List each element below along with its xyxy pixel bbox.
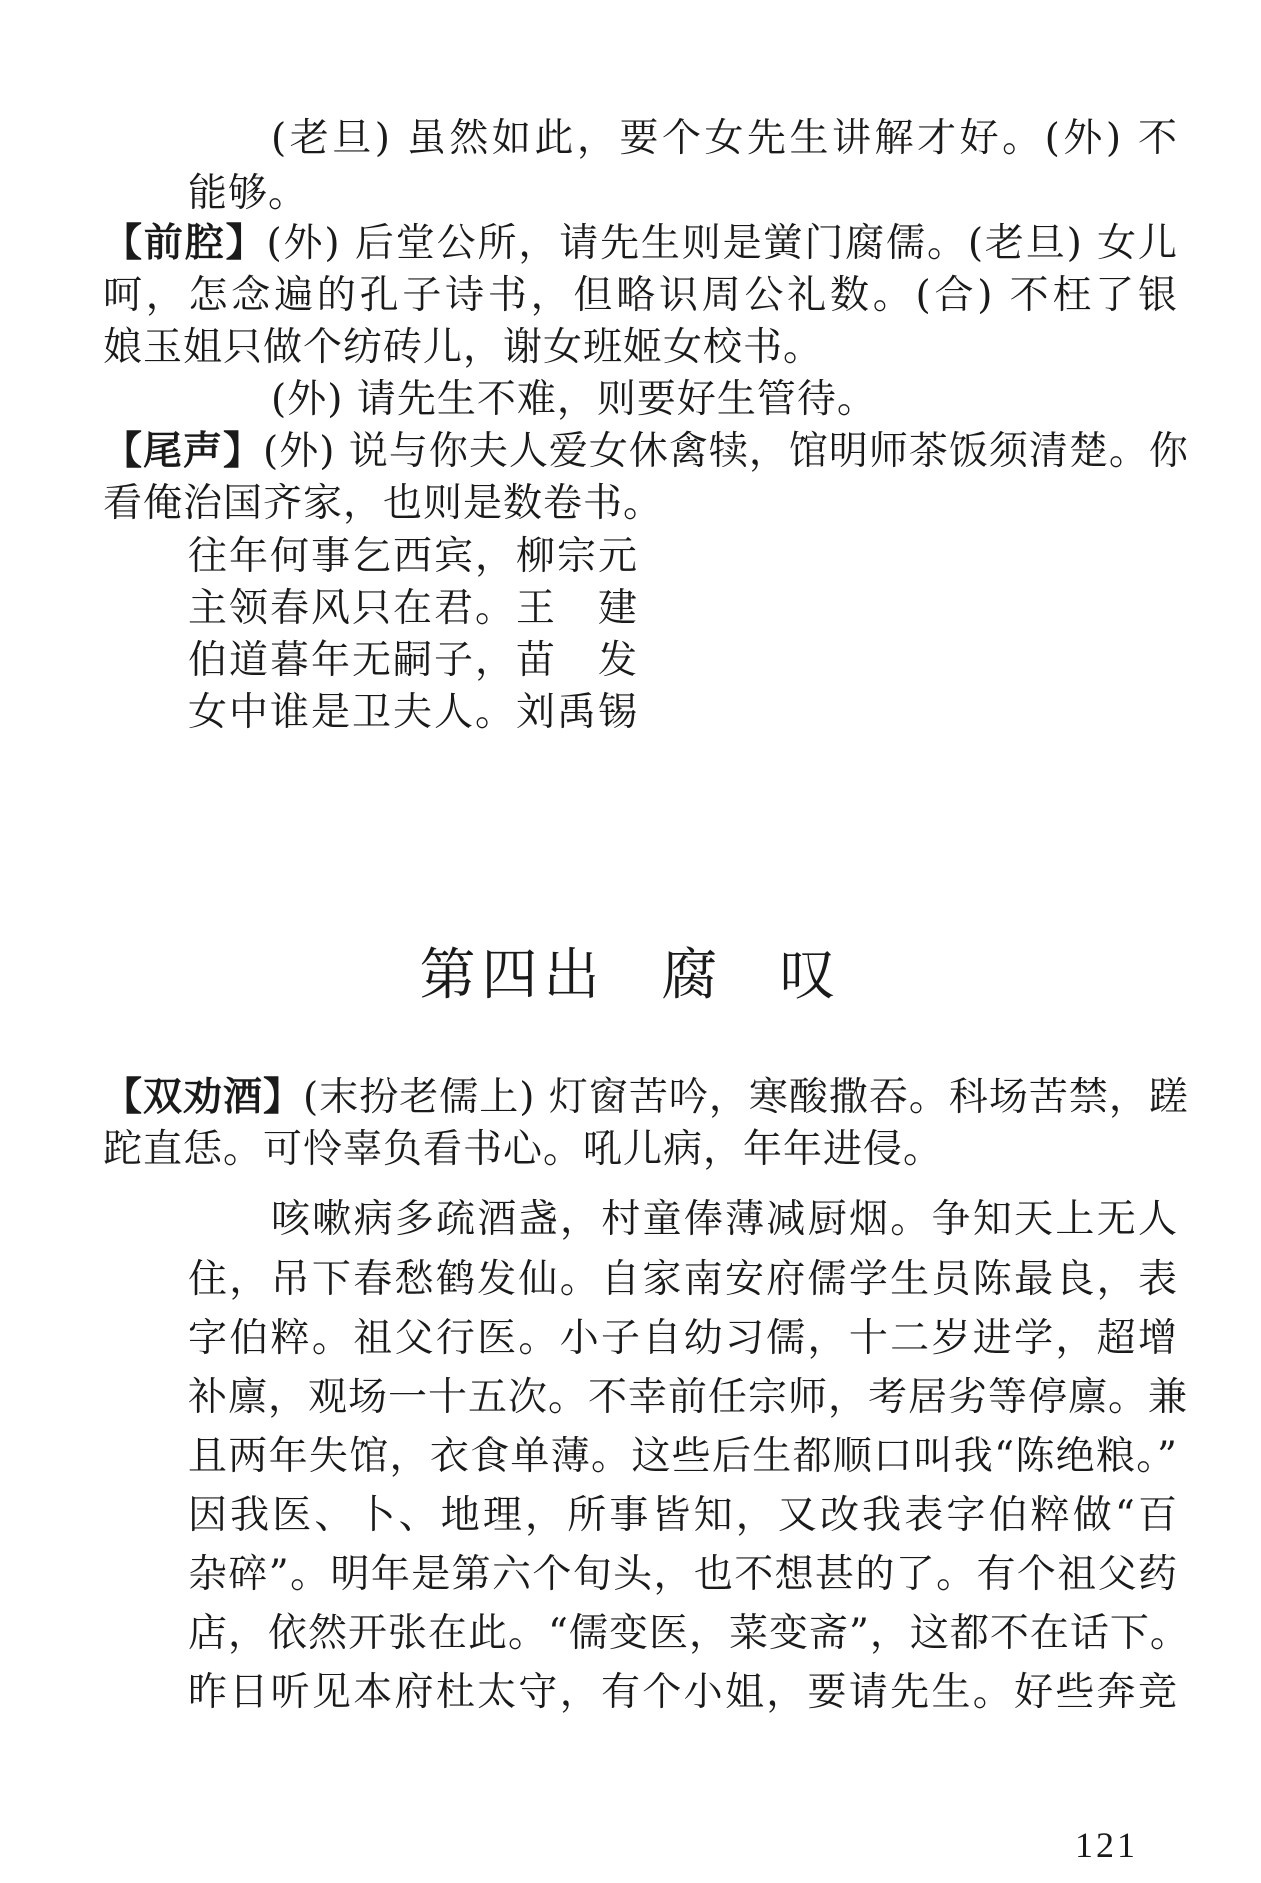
- chapter-name-1: 腐: [661, 943, 724, 1008]
- chapter-number: 第四出: [419, 943, 606, 1008]
- line-text: (外) 后堂公所，请先生则是黉门腐儒。(老旦) 女儿: [266, 221, 1178, 266]
- poem-line: [188, 533, 639, 581]
- text-line: 咳嗽病多疏酒盏，村童俸薄减厨烟。争知天上无人: [271, 1197, 1178, 1242]
- text-line: 补廪，观场一十五次。不幸前任宗师，考居劣等停廪。兼: [188, 1375, 1189, 1420]
- tune-name: 【前腔】: [103, 221, 267, 266]
- poet-name: 柳宗元: [516, 534, 640, 579]
- text-line: 店，依然开张在此。“儒变医，菜变斋”，这都不在话下。: [188, 1611, 1190, 1656]
- text-line: 跎直恁。可怜辜负看书心。吼儿病，年年进侵。: [103, 1127, 944, 1172]
- text-line: 看俺治国齐家，也则是数卷书。: [103, 481, 664, 526]
- text-line: [103, 220, 1178, 268]
- poem-line: [188, 689, 639, 737]
- text-line: 呵，怎念遍的孔子诗书，但略识周公礼数。(合) 不枉了银: [103, 273, 1178, 318]
- text-line: 因我医、卜、地理，所事皆知，又改我表字伯粹做“百: [188, 1493, 1178, 1538]
- chapter-title: [0, 944, 1261, 1008]
- text-line: 昨日听见本府杜太守，有个小姐，要请先生。好些奔竞: [188, 1670, 1178, 1715]
- poet-name: 王 建: [516, 586, 640, 631]
- poet-name: 刘禹锡: [516, 690, 640, 735]
- line-text: (外) 说与你夫人爱女休禽犊，馆明师茶饭须清楚。你: [263, 429, 1189, 474]
- verse: 伯道暮年无嗣子，: [188, 638, 517, 683]
- page-number: 121: [1075, 1825, 1138, 1865]
- verse: 女中谁是卫夫人。: [188, 690, 517, 735]
- line-text: (末扮老儒上) 灯窗苦吟，寒酸撒吞。科场苦禁，蹉: [303, 1075, 1189, 1120]
- chapter-name-2: 叹: [779, 943, 842, 1008]
- tune-name: 【尾声】: [103, 429, 264, 474]
- poet-name: 苗 发: [516, 638, 640, 683]
- text-line: 住，吊下春愁鹤发仙。自家南安府儒学生员陈最良，表: [188, 1257, 1178, 1302]
- text-line: 杂碎”。明年是第六个旬头，也不想甚的了。有个祖父药: [188, 1552, 1178, 1597]
- text-line: 且两年失馆，衣食单薄。这些后生都顺口叫我“陈绝粮。”: [188, 1434, 1178, 1479]
- verse: 往年何事乞西宾，: [188, 534, 517, 579]
- text-line: [103, 428, 1189, 476]
- tune-name: 【双劝酒】: [103, 1075, 304, 1120]
- text-line: 娘玉姐只做个纺砖儿，谢女班姬女校书。: [103, 325, 824, 370]
- verse: 主领春风只在君。: [188, 586, 517, 631]
- text-line: 字伯粹。祖父行医。小子自幼习儒，十二岁进学，超增: [188, 1316, 1178, 1361]
- text-line: (外) 请先生不难，则要好生管待。: [271, 377, 877, 422]
- text-line: [103, 1074, 1189, 1122]
- poem-line: [188, 585, 639, 633]
- text-line: (老旦) 虽然如此，要个女先生讲解才好。(外) 不: [271, 116, 1178, 161]
- text-line: 能够。: [188, 171, 309, 216]
- poem-line: [188, 637, 639, 685]
